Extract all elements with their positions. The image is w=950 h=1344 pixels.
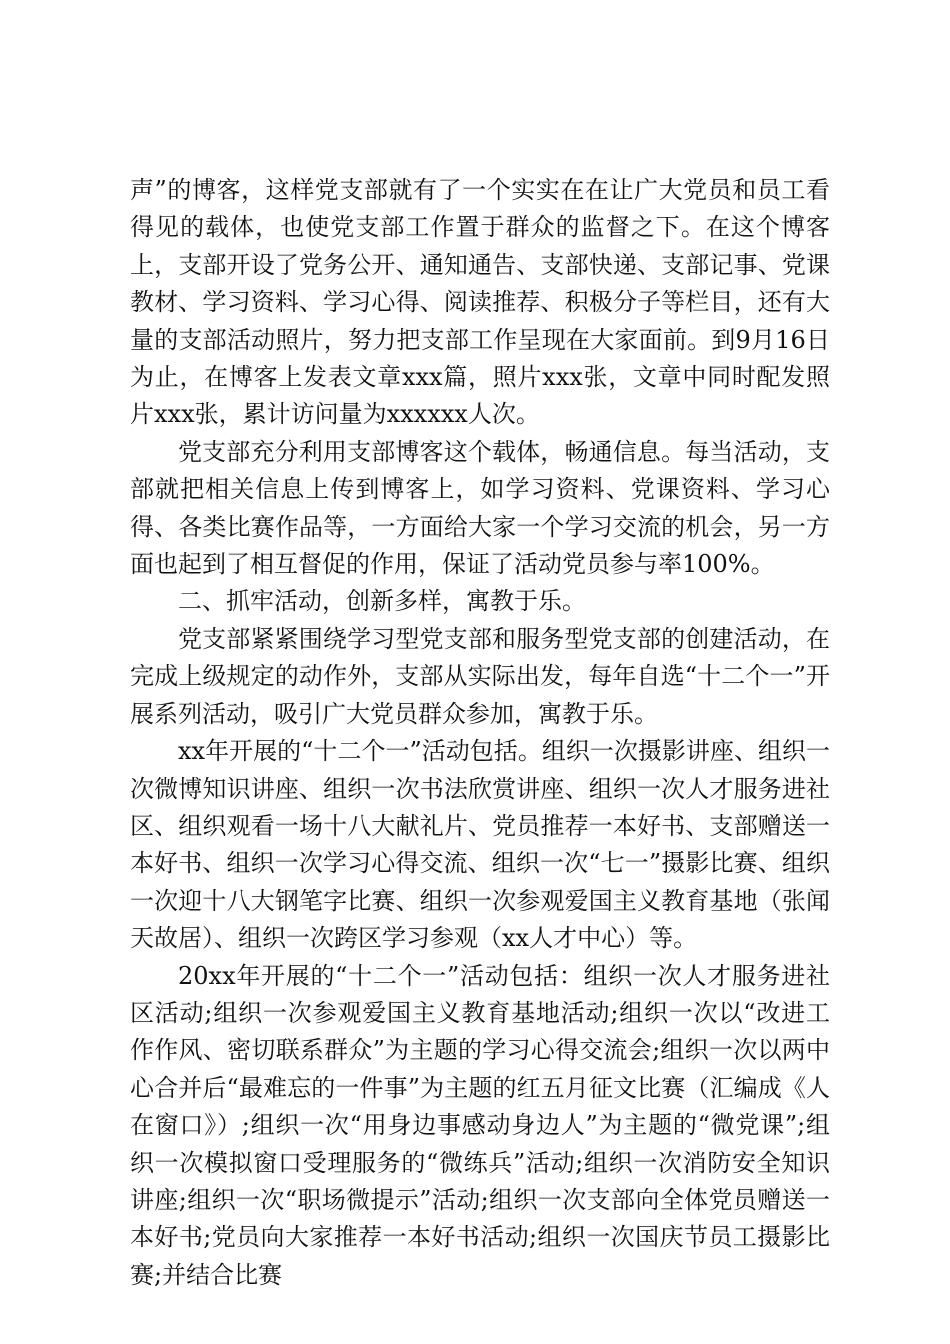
section-heading-activities: 二、抓牢活动，创新多样，寓教于乐。: [178, 587, 586, 616]
paragraph-activities-20xx-year: 20xx年开展的“十二个一”活动包括：组织一次人才服务进社区活动;组织一次参观爱国主义教育基地活动;组织一次以“改进工作作风、密切联系群众”为主题的学习心得交流会;组织一次以两中心合并后“最难忘的一件事”为主题的红五月征文比赛（汇编成《人在窗口》）;组织一次“用身边事感动身边人”为主题的“微党课”;组织一次模拟窗口受理服务的“微练兵”活动;组织一次消防安全知识讲座;组织一次“职场微提示”活动;组织一次支部向全体党员赠送一本好书;党员向大家推荐一本好书活动;组织一次国庆节员工摄影比赛;并结合比赛: [130, 961, 830, 1289]
paragraph-blog-continuation: 声”的博客，这样党支部就有了一个实实在在让广大党员和员工看得见的载体，也使党支部工作置于群众的监督之下。在这个博客上，支部开设了党务公开、通知通告、支部快递、支部记事、党课教材、学习资料、学习心得、阅读推荐、积极分子等栏目，还有大量的支部活动照片，努力把支部工作呈现在大家面前。到9月16日为止，在博客上发表文章xxx篇，照片xxx张，文章中同时配发照片xxx张，累计访问量为xxxxxx人次。: [130, 176, 830, 429]
document-body: [130, 172, 830, 1294]
paragraph-blog-usage: 党支部充分利用支部博客这个载体，畅通信息。每当活动，支部就把相关信息上传到博客上，如学习资料、党课资料、学习心得、各类比赛作品等，一方面给大家一个学习交流的机会，另一方面也起到了相互督促的作用，保证了活动党员参与率100%。: [130, 437, 830, 579]
paragraph-activities-intro: 党支部紧紧围绕学习型党支部和服务型党支部的创建活动，在完成上级规定的动作外，支部从实际出发，每年自选“十二个一”开展系列活动，吸引广大党员群众参加，寓教于乐。: [130, 624, 830, 728]
paragraph-activities-xx-year: xx年开展的“十二个一”活动包括。组织一次摄影讲座、组织一次微博知识讲座、组织一次书法欣赏讲座、组织一次人才服务进社区、组织观看一场十八大献礼片、党员推荐一本好书、支部赠送一本好书、组织一次学习心得交流、组织一次“七一”摄影比赛、组织一次迎十八大钢笔字比赛、组织一次参观爱国主义教育基地（张闻天故居）、组织一次跨区学习参观（xx人才中心）等。: [130, 737, 830, 953]
